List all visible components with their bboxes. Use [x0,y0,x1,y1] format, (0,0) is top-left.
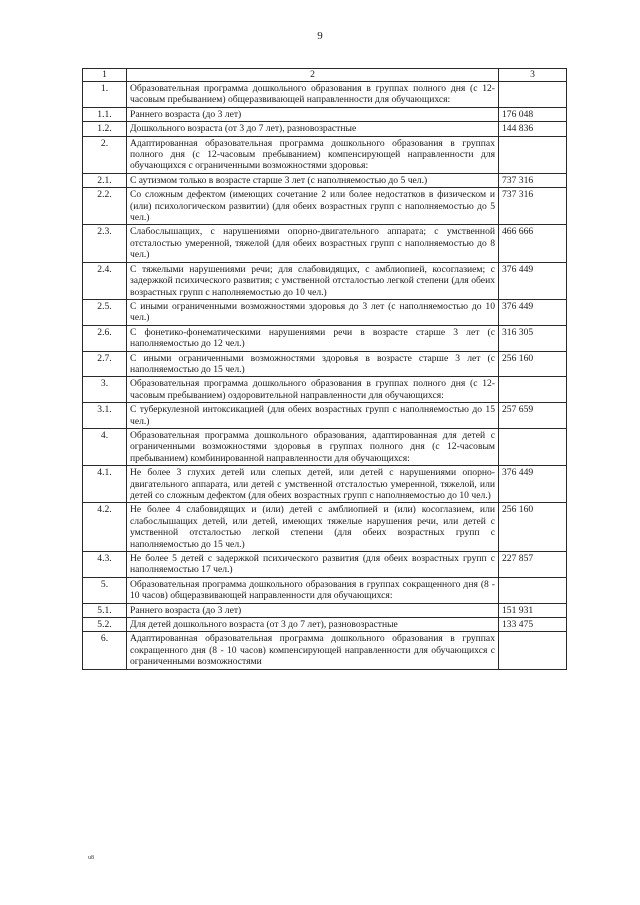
row-number: 4.1. [83,466,127,503]
table-row [83,82,567,108]
table-row [83,122,567,136]
table-row [83,428,567,465]
row-value: 737 316 [499,173,567,187]
row-number: 2.4. [83,262,127,299]
table-row [83,632,567,669]
row-value [499,632,567,669]
row-number: 4. [83,428,127,465]
row-description: Образовательная программа дошкольного образования в группах сокращенного дня (8 - 10 часов) общеразвивающей направленности для обучающихся: [127,577,499,603]
table-row [83,603,567,617]
row-value: 133 475 [499,618,567,632]
row-number: 2.3. [83,225,127,262]
row-description: С туберкулезной интоксикацией (для обеих возрастных групп с наполняемостью до 15 чел.) [127,403,499,429]
table-row [83,136,567,173]
row-value: 376 449 [499,262,567,299]
table-row [83,577,567,603]
row-description: Образовательная программа дошкольного образования в группах полного дня (с 12-часовым пребыванием) общеразвивающей направленности для обучающихся: [127,82,499,108]
row-number: 2.5. [83,299,127,325]
row-description: Адаптированная образовательная программа дошкольного образования в группах сокращенного дня (8 - 10 часов) компенсирующей направленности для обучающихся с ограниченными возможностями [127,632,499,669]
row-value: 376 449 [499,299,567,325]
table-row [83,503,567,552]
row-value: 151 931 [499,603,567,617]
row-value: 257 659 [499,403,567,429]
row-description: С иными ограниченными возможностями здоровья в возрасте старше 3 лет (с наполняемостью до 15 чел.) [127,351,499,377]
table-header-row [83,69,567,82]
table-row [83,173,567,187]
row-value [499,136,567,173]
row-description: Не более 5 детей с задержкой психического развития (для обеих возрастных групп с наполняемостью 17 чел.) [127,552,499,578]
table-row [83,552,567,578]
row-number: 1.2. [83,122,127,136]
row-number: 4.2. [83,503,127,552]
table-row [83,351,567,377]
row-number: 1.1. [83,107,127,121]
footer-code: u8 [88,855,94,861]
row-value [499,428,567,465]
table-row [83,466,567,503]
row-number: 5. [83,577,127,603]
row-description: С тяжелыми нарушениями речи; для слабовидящих, с амблиопией, косоглазием; с задержкой психического развития; с умственной отсталостью легкой степени (для обеих возрастных групп с наполняемостью до 10 чел.) [127,262,499,299]
row-description: Не более 4 слабовидящих и (или) детей с амблиопией и (или) косоглазием, или слабослышащих детей, или детей, имеющих тяжелые нарушения речи, или детей с умственной отсталостью легкой степени (для обеих возрастных групп с наполняемостью до 15 чел.) [127,503,499,552]
row-number: 3.1. [83,403,127,429]
table-row [83,325,567,351]
table-row [83,225,567,262]
row-description: С аутизмом только в возрасте старше 3 лет (с наполняемостью до 5 чел.) [127,173,499,187]
table-row [83,377,567,403]
row-value: 316 305 [499,325,567,351]
table-row [83,188,567,225]
row-number: 5.1. [83,603,127,617]
table-row [83,618,567,632]
row-number: 3. [83,377,127,403]
row-number: 2.7. [83,351,127,377]
row-description: Не более 3 глухих детей или слепых детей, или детей с нарушениями опорно-двигательного аппарата, или детей с умственной отсталостью умеренной, тяжелой, или детей со сложным дефектом (для обеих возрастных групп с наполняемостью до 10 чел.) [127,466,499,503]
row-description: Раннего возраста (до 3 лет) [127,107,499,121]
tariff-table [82,68,567,670]
table-row [83,299,567,325]
row-value: 466 666 [499,225,567,262]
row-number: 1. [83,82,127,108]
row-description: Для детей дошкольного возраста (от 3 до 7 лет), разновозрастные [127,618,499,632]
row-number: 2. [83,136,127,173]
table-row [83,107,567,121]
row-value: 256 160 [499,351,567,377]
row-value: 737 316 [499,188,567,225]
row-value [499,377,567,403]
row-description: С фонетико-фонематическими нарушениями речи в возрасте старше 3 лет (с наполняемостью до 12 чел.) [127,325,499,351]
row-value: 376 449 [499,466,567,503]
row-description: Слабослышащих, с нарушениями опорно-двигательного аппарата; с умственной отсталостью умеренной, тяжелой (для обеих возрастных групп с наполняемостью до 8 чел.) [127,225,499,262]
row-description: Со сложным дефектом (имеющих сочетание 2 или более недостатков в физическом и (или) психологическом развитии) (для обеих возрастных групп с наполняемостью до 5 чел.) [127,188,499,225]
row-description: Адаптированная образовательная программа дошкольного образования в группах полного дня (с 12-часовым пребыванием) компенсирующей направленности для обучающихся с ограниченными возможностями здоровья: [127,136,499,173]
table-row [83,262,567,299]
row-value: 256 160 [499,503,567,552]
row-number: 2.2. [83,188,127,225]
row-number: 2.1. [83,173,127,187]
row-description: Раннего возраста (до 3 лет) [127,603,499,617]
row-number: 6. [83,632,127,669]
header-col-3: 3 [499,69,567,82]
row-value [499,82,567,108]
row-description: Образовательная программа дошкольного образования, адаптированная для детей с ограниченными возможностями здоровья в группах полного дня (с 12-часовым пребыванием) комбинированной направленности для обучающихся: [127,428,499,465]
page-number: 9 [317,30,323,42]
header-col-2: 2 [127,69,499,82]
row-description: Образовательная программа дошкольного образования в группах полного дня (с 12-часовым пребыванием) оздоровительной направленности для обучающихся: [127,377,499,403]
row-number: 4.3. [83,552,127,578]
row-value [499,577,567,603]
row-number: 2.6. [83,325,127,351]
row-description: С иными ограниченными возможностями здоровья до 3 лет (с наполняемостью до 10 чел.) [127,299,499,325]
row-description: Дошкольного возраста (от 3 до 7 лет), разновозрастные [127,122,499,136]
table-row [83,403,567,429]
row-value: 176 048 [499,107,567,121]
row-value: 144 836 [499,122,567,136]
row-number: 5.2. [83,618,127,632]
header-col-1: 1 [83,69,127,82]
row-value: 227 857 [499,552,567,578]
